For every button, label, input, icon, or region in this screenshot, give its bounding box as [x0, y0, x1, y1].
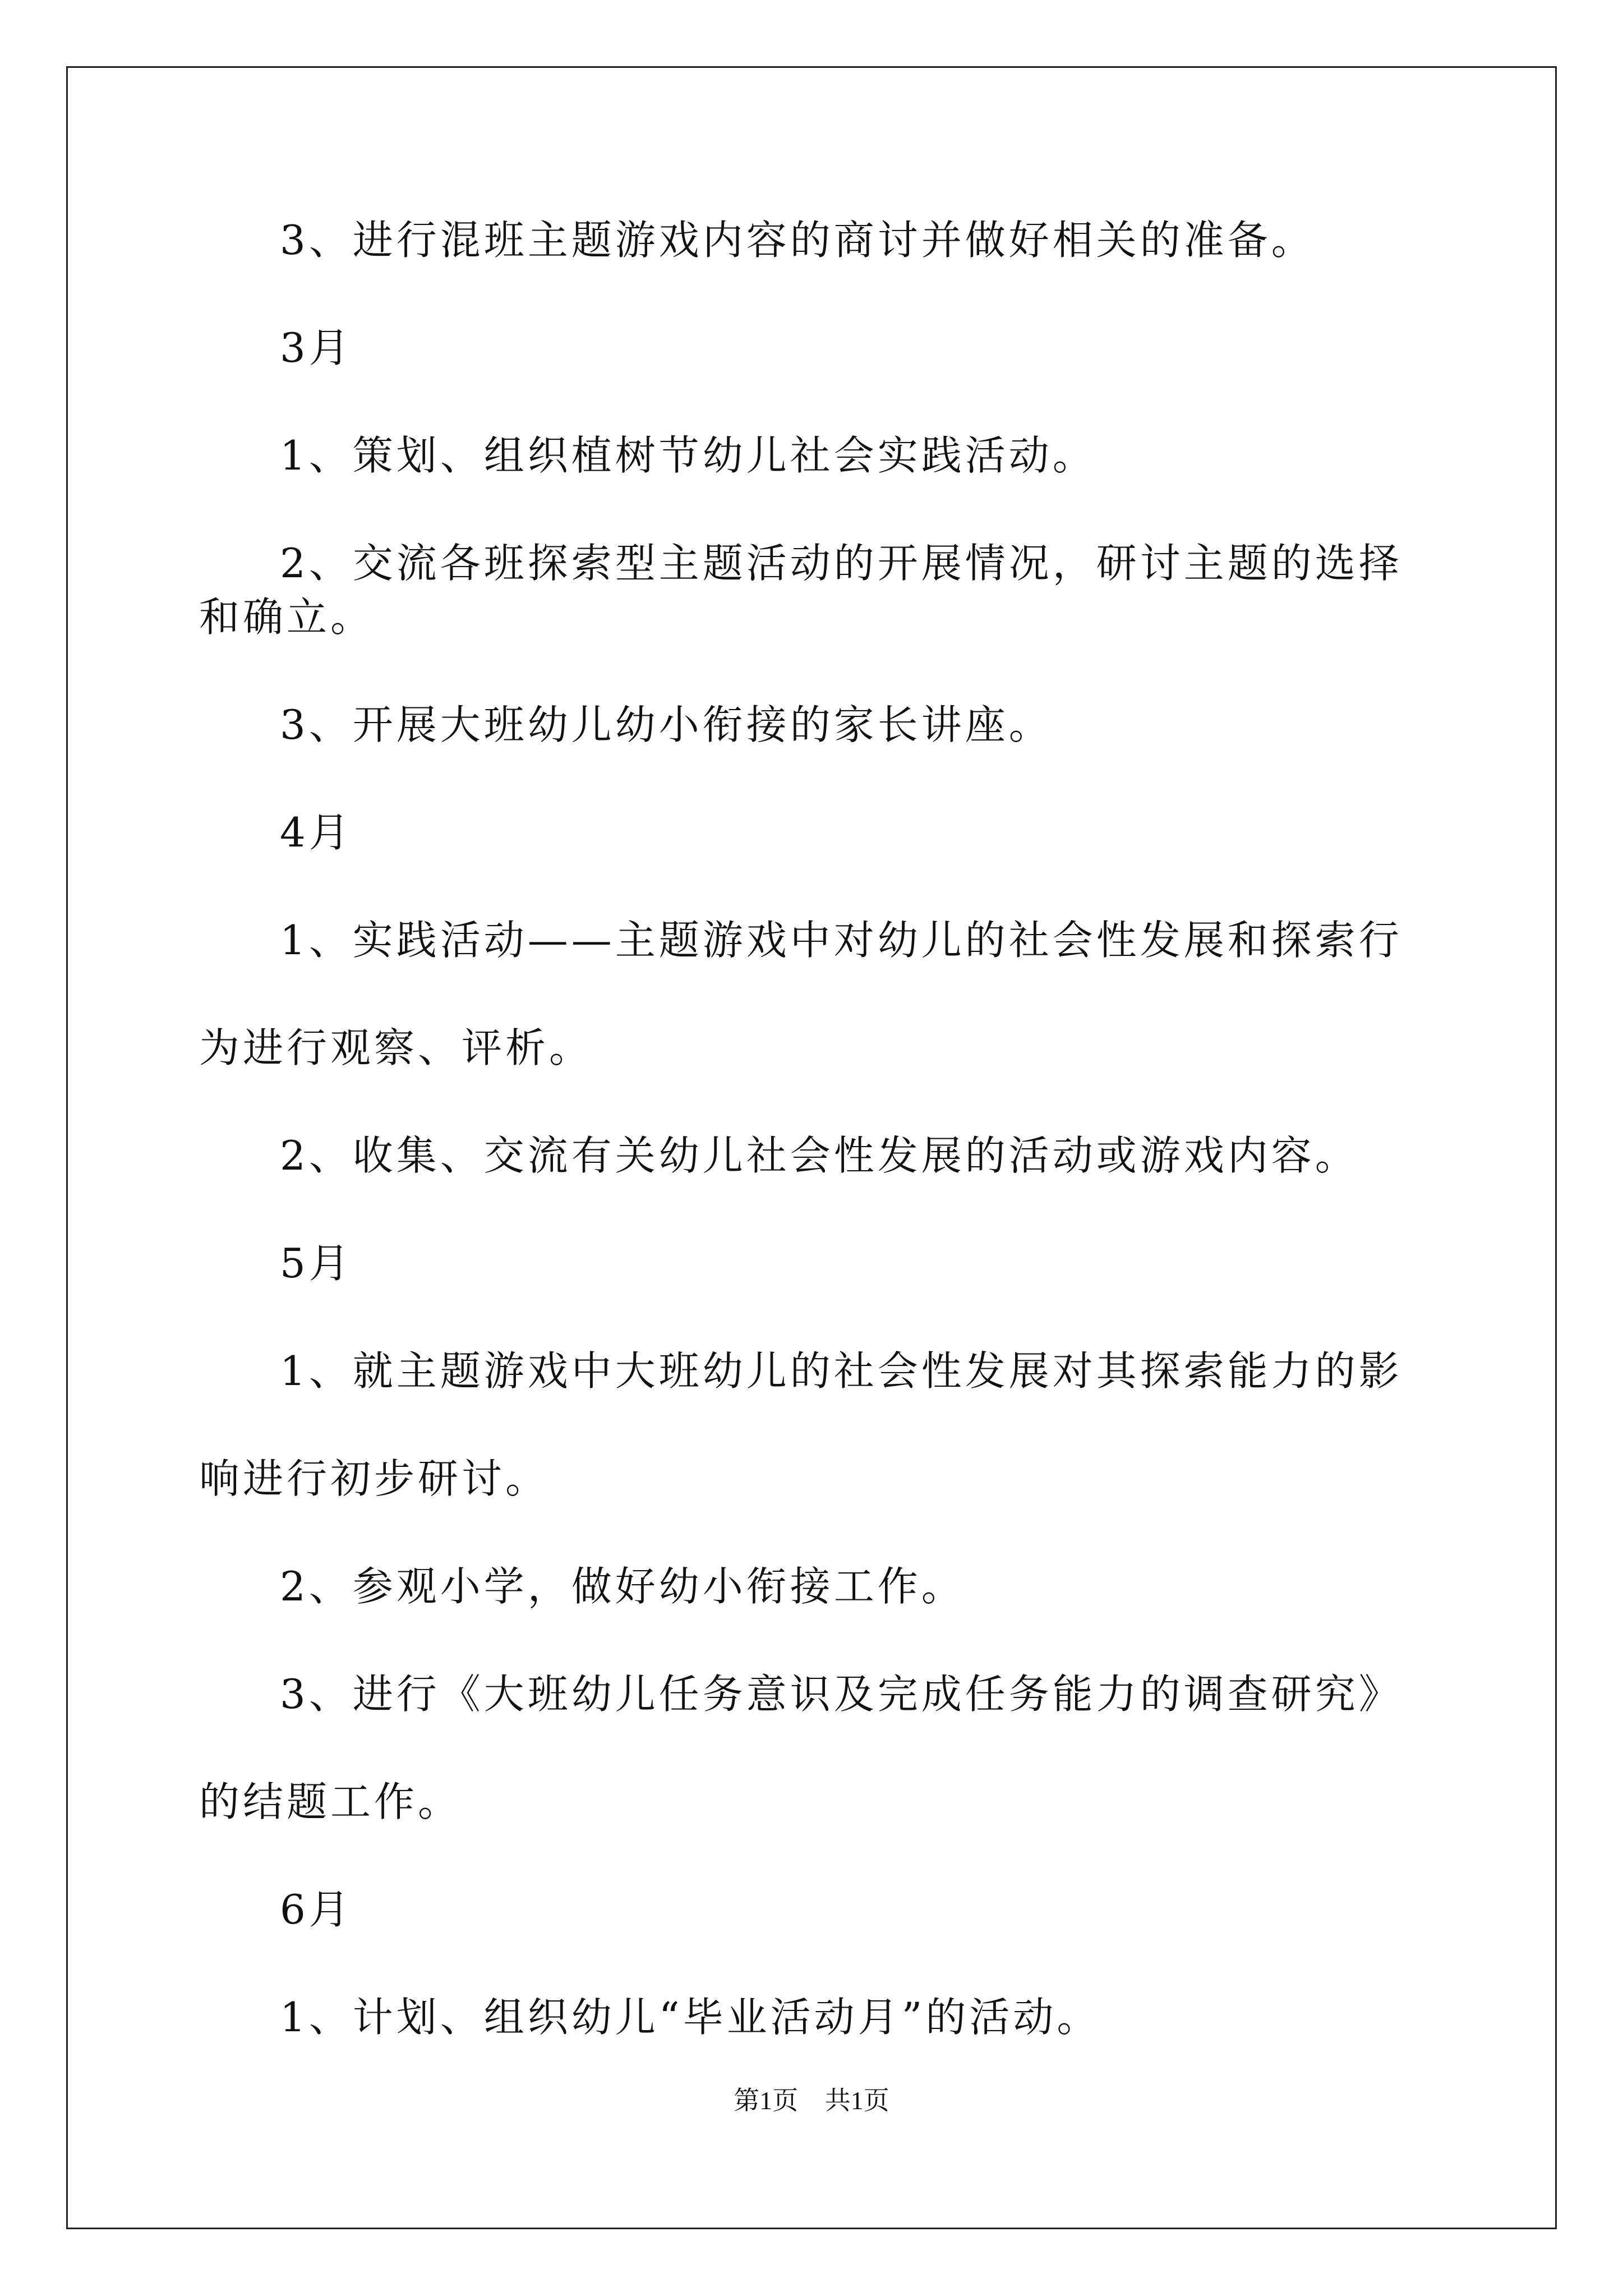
month-heading: 6月: [280, 1886, 353, 1933]
page-footer: [0, 2084, 1623, 2118]
month-heading: 4月: [280, 809, 353, 856]
paragraph: 3、进行混班主题游戏内容的商讨并做好相关的准备。: [280, 217, 1315, 264]
document-body: [199, 213, 1433, 2098]
paragraph: 1、计划、组织幼儿“毕业活动月”的活动。: [280, 1994, 1101, 2041]
page-total: 共1页: [824, 2086, 889, 2115]
paragraph: 2、交流各班探索型主题活动的开展情况，研讨主题的选择和确立。: [199, 540, 1403, 641]
paragraph: 2、参观小学，做好幼小衔接工作。: [280, 1563, 965, 1610]
paragraph: 1、实践活动——主题游戏中对幼儿的社会性发展和探索行为进行观察、评析。: [199, 917, 1403, 1071]
paragraph: 1、就主题游戏中大班幼儿的社会性发展对其探索能力的影响进行初步研讨。: [199, 1347, 1403, 1502]
page-number: 第1页: [734, 2086, 799, 2115]
paragraph: 1、策划、组织植树节幼儿社会实践活动。: [280, 432, 1096, 479]
paragraph: 3、进行《大班幼儿任务意识及完成任务能力的调查研究》的结题工作。: [199, 1671, 1403, 1825]
month-heading: 5月: [280, 1240, 353, 1287]
month-heading: 3月: [280, 324, 353, 371]
paragraph: 3、开展大班幼儿幼小衔接的家长讲座。: [280, 701, 1053, 748]
paragraph: 2、收集、交流有关幼儿社会性发展的活动或游戏内容。: [280, 1132, 1359, 1179]
